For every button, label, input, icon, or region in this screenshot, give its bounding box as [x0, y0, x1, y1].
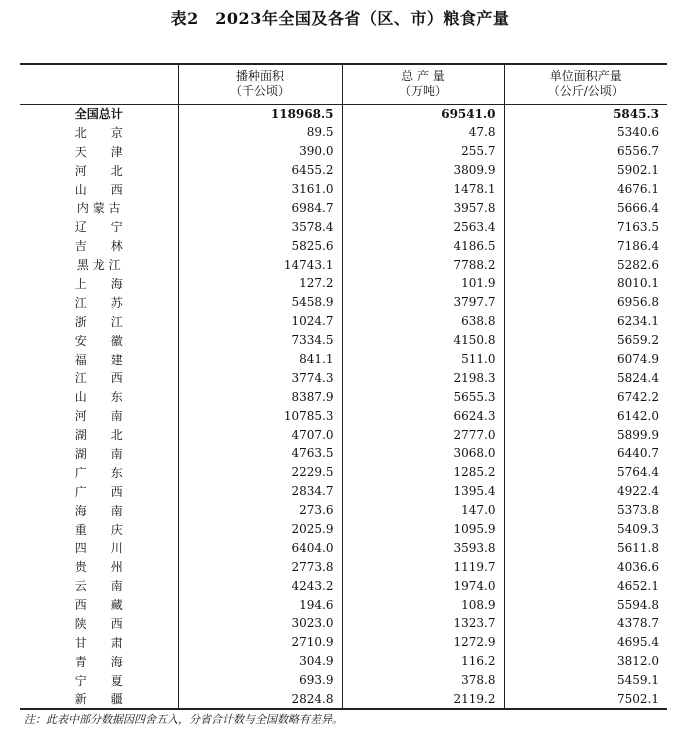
region-name-cell: 陕 西: [74, 616, 123, 631]
yield-cell: 6234.1: [504, 312, 667, 331]
header-sown-area-line1: 播种面积: [235, 69, 284, 84]
yield-cell: 7502.1: [504, 690, 667, 709]
table-row: [20, 274, 667, 293]
sown-area-cell: 1024.7: [178, 312, 342, 331]
sown-area-cell: 6455.2: [178, 161, 342, 180]
yield-cell: 6142.0: [504, 406, 667, 425]
total-output-cell: 2119.2: [342, 690, 504, 709]
sown-area-cell: 194.6: [178, 595, 342, 614]
sown-area-cell: 6404.0: [178, 538, 342, 557]
region-name-cell: 山 西: [74, 182, 123, 197]
sown-area-cell: 2773.8: [178, 557, 342, 576]
yield-cell: 7163.5: [504, 217, 667, 236]
region-name-cell: 贵 州: [74, 560, 123, 575]
header-total-output-line1: 总 产 量: [401, 69, 445, 84]
yield-cell: 7186.4: [504, 236, 667, 255]
region-name-cell: 云 南: [74, 579, 123, 594]
sown-area-cell: 3023.0: [178, 614, 342, 633]
total-output-cell: 3068.0: [342, 444, 504, 463]
yield-cell: 6074.9: [504, 350, 667, 369]
sown-area-cell: 10785.3: [178, 406, 342, 425]
region-name-cell: 河 北: [74, 163, 123, 178]
sown-area-cell: 127.2: [178, 274, 342, 293]
header-yield-line1: 单位面积产量: [549, 69, 622, 84]
total-output-cell: 7788.2: [342, 255, 504, 274]
region-name-cell: 辽 宁: [74, 220, 123, 235]
region-name-cell: 宁 夏: [74, 673, 123, 688]
table-row: [20, 690, 667, 709]
table-row: [20, 406, 667, 425]
region-name-cell: 四 川: [74, 541, 123, 556]
table-row: [20, 387, 667, 406]
table-row: [20, 576, 667, 595]
header-yield: [504, 64, 667, 104]
total-output-cell: 3957.8: [342, 198, 504, 217]
sown-area-cell: 693.9: [178, 671, 342, 690]
yield-cell: 4695.4: [504, 633, 667, 652]
total-output-cell: 1323.7: [342, 614, 504, 633]
yield-cell: 5409.3: [504, 520, 667, 539]
table-row: [20, 123, 667, 142]
region-name-cell: 青 海: [74, 654, 123, 669]
sown-area-cell: 273.6: [178, 501, 342, 520]
sown-area-cell: 841.1: [178, 350, 342, 369]
sown-area-cell: 2824.8: [178, 690, 342, 709]
region-name-cell: 湖 南: [74, 446, 123, 461]
table-row: [20, 293, 667, 312]
region-name-cell: 海 南: [74, 503, 123, 518]
table-row: [20, 312, 667, 331]
total-output-cell: 6624.3: [342, 406, 504, 425]
region-name-cell: 甘 肃: [74, 635, 123, 650]
yield-cell: 5666.4: [504, 198, 667, 217]
total-output-cell: 101.9: [342, 274, 504, 293]
sown-area-cell: 304.9: [178, 652, 342, 671]
sown-area-cell: 2834.7: [178, 482, 342, 501]
yield-cell: 5373.8: [504, 501, 667, 520]
yield-cell: 8010.1: [504, 274, 667, 293]
total-output-cell: 3797.7: [342, 293, 504, 312]
table-row: [20, 557, 667, 576]
table-row: [20, 671, 667, 690]
region-name-cell: 广 东: [74, 465, 123, 480]
yield-cell: 5459.1: [504, 671, 667, 690]
footnote: 注：此表中部分数据因四舍五入，分省合计数与全国数略有差异。: [24, 713, 343, 726]
header-total-output: [342, 64, 504, 104]
region-name-cell: 天 津: [74, 144, 123, 159]
table-row: [20, 255, 667, 274]
yield-cell: 5764.4: [504, 463, 667, 482]
total-output-cell: 47.8: [342, 123, 504, 142]
region-name-cell: 山 东: [74, 390, 123, 405]
region-name-cell: 江 西: [74, 371, 123, 386]
region-name-cell: 北 京: [74, 125, 123, 140]
total-output-cell: 3593.8: [342, 538, 504, 557]
table-row: [20, 501, 667, 520]
sown-area-cell: 2229.5: [178, 463, 342, 482]
region-name-cell: 福 建: [74, 352, 123, 367]
header-row: [20, 64, 667, 104]
region-name-cell: 河 南: [74, 409, 123, 424]
sown-area-cell: 5825.6: [178, 236, 342, 255]
total-output-cell: 511.0: [342, 350, 504, 369]
total-output-cell: 1095.9: [342, 520, 504, 539]
total-output-cell: 1272.9: [342, 633, 504, 652]
sown-area-cell: 3774.3: [178, 368, 342, 387]
yield-cell: 5845.3: [504, 104, 667, 123]
total-output-cell: 4186.5: [342, 236, 504, 255]
sown-area-cell: 8387.9: [178, 387, 342, 406]
region-name-cell: 浙 江: [74, 314, 123, 329]
yield-cell: 5824.4: [504, 368, 667, 387]
header-sown-area-line2: （千公顷）: [229, 84, 290, 99]
header-region: [20, 64, 178, 104]
yield-cell: 6956.8: [504, 293, 667, 312]
total-output-cell: 378.8: [342, 671, 504, 690]
yield-cell: 5659.2: [504, 331, 667, 350]
yield-cell: 4378.7: [504, 614, 667, 633]
yield-cell: 5282.6: [504, 255, 667, 274]
region-name-cell: 新 疆: [20, 690, 178, 709]
table-row: [20, 142, 667, 161]
yield-cell: 5611.8: [504, 538, 667, 557]
total-output-cell: 2198.3: [342, 368, 504, 387]
table-row: [20, 538, 667, 557]
total-output-cell: 4150.8: [342, 331, 504, 350]
sown-area-cell: 390.0: [178, 142, 342, 161]
region-name-cell: 重 庆: [74, 522, 123, 537]
sown-area-cell: 3161.0: [178, 180, 342, 199]
table-row-total: [20, 104, 667, 123]
table-row: [20, 444, 667, 463]
yield-cell: 5902.1: [504, 161, 667, 180]
yield-cell: 6440.7: [504, 444, 667, 463]
table-row: [20, 633, 667, 652]
sown-area-cell: 2025.9: [178, 520, 342, 539]
region-name-cell: 江 苏: [74, 295, 123, 310]
region-name-cell: 黑 龙 江: [76, 258, 121, 273]
table-row: [20, 368, 667, 387]
total-output-cell: 2563.4: [342, 217, 504, 236]
total-output-cell: 147.0: [342, 501, 504, 520]
total-output-cell: 1285.2: [342, 463, 504, 482]
region-name-cell: 广 西: [74, 484, 123, 499]
region-name-cell: 安 徽: [74, 333, 123, 348]
table-row: [20, 595, 667, 614]
sown-area-cell: 3578.4: [178, 217, 342, 236]
header-total-output-line2: （万吨）: [398, 84, 447, 99]
table-body: [20, 104, 667, 709]
table-row: [20, 520, 667, 539]
sown-area-cell: 118968.5: [178, 104, 342, 123]
total-output-cell: 1119.7: [342, 557, 504, 576]
yield-cell: 4922.4: [504, 482, 667, 501]
sown-area-cell: 2710.9: [178, 633, 342, 652]
total-output-cell: 1478.1: [342, 180, 504, 199]
yield-cell: 5340.6: [504, 123, 667, 142]
yield-cell: 6556.7: [504, 142, 667, 161]
total-output-cell: 1974.0: [342, 576, 504, 595]
yield-cell: 6742.2: [504, 387, 667, 406]
table-row: [20, 350, 667, 369]
table-row: [20, 614, 667, 633]
total-output-cell: 116.2: [342, 652, 504, 671]
table-row: [20, 180, 667, 199]
header-sown-area: [178, 64, 342, 104]
total-output-cell: 3809.9: [342, 161, 504, 180]
region-name-cell: 全国总计: [74, 107, 123, 122]
total-output-cell: 638.8: [342, 312, 504, 331]
total-output-cell: 69541.0: [342, 104, 504, 123]
sown-area-cell: 14743.1: [178, 255, 342, 274]
sown-area-cell: 4243.2: [178, 576, 342, 595]
sown-area-cell: 6984.7: [178, 198, 342, 217]
sown-area-cell: 5458.9: [178, 293, 342, 312]
table-title: 表2 2023年全国及各省（区、市）粮食产量: [170, 9, 510, 28]
table-row: [20, 652, 667, 671]
yield-cell: 4036.6: [504, 557, 667, 576]
sown-area-cell: 7334.5: [178, 331, 342, 350]
yield-cell: 5899.9: [504, 425, 667, 444]
total-output-cell: 2777.0: [342, 425, 504, 444]
total-output-cell: 5655.3: [342, 387, 504, 406]
sown-area-cell: 4763.5: [178, 444, 342, 463]
yield-cell: 4676.1: [504, 180, 667, 199]
region-name-cell: 西 藏: [74, 598, 123, 613]
table-row: [20, 463, 667, 482]
sown-area-cell: 4707.0: [178, 425, 342, 444]
yield-cell: 5594.8: [504, 595, 667, 614]
table-row: [20, 161, 667, 180]
table-row: [20, 198, 667, 217]
yield-cell: 4652.1: [504, 576, 667, 595]
sown-area-cell: 89.5: [178, 123, 342, 142]
yield-cell: 3812.0: [504, 652, 667, 671]
grain-output-table: [20, 63, 667, 710]
region-name-cell: 上 海: [74, 276, 123, 291]
table-row: [20, 425, 667, 444]
region-name-cell: 吉 林: [74, 239, 123, 254]
table-row: [20, 236, 667, 255]
total-output-cell: 108.9: [342, 595, 504, 614]
region-name-cell: 内 蒙 古: [76, 201, 121, 216]
header-yield-line2: （公斤/公顷）: [547, 84, 624, 99]
total-output-cell: 255.7: [342, 142, 504, 161]
table-row: [20, 217, 667, 236]
table-row: [20, 482, 667, 501]
total-output-cell: 1395.4: [342, 482, 504, 501]
table-row: [20, 331, 667, 350]
region-name-cell: 湖 北: [74, 428, 123, 443]
